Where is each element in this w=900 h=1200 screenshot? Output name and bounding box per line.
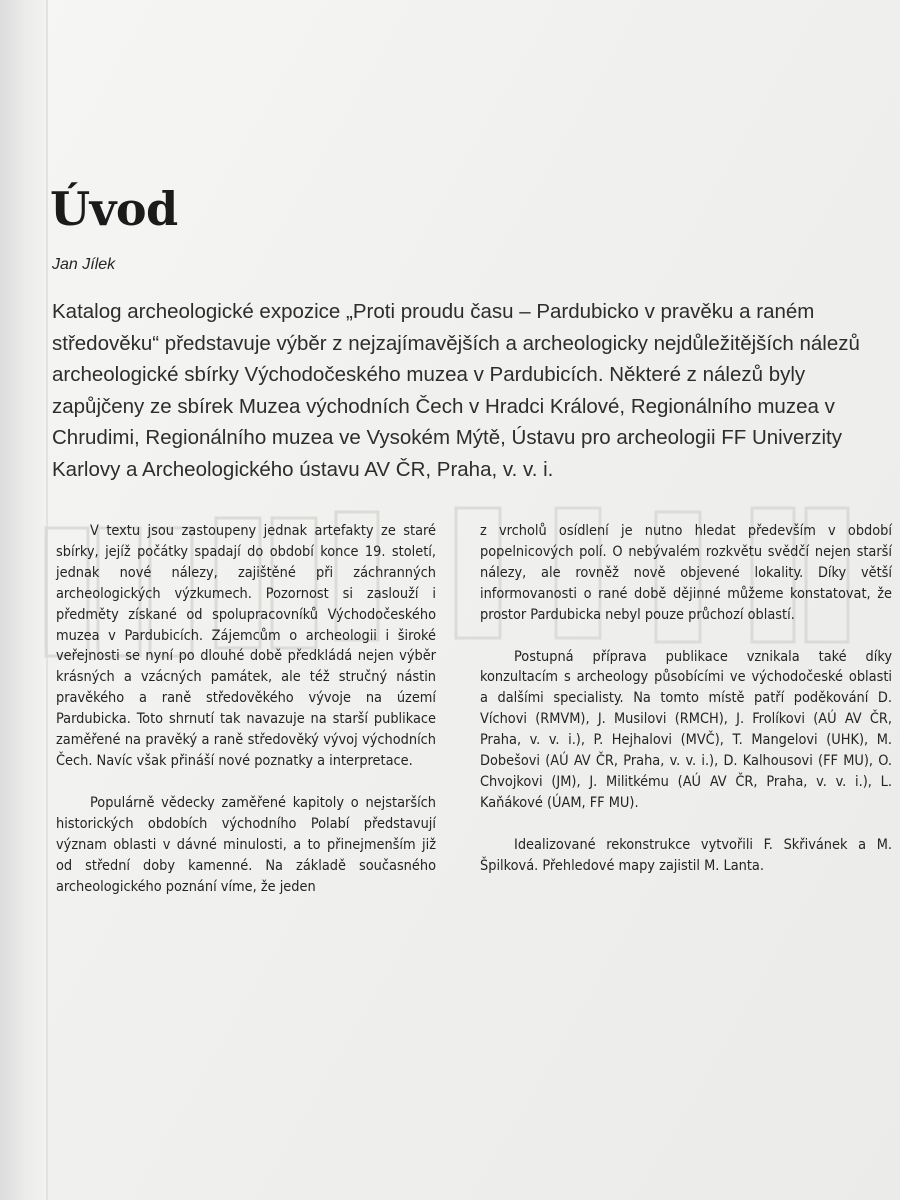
page-title: Úvod bbox=[50, 182, 178, 236]
author-name: Jan Jílek bbox=[52, 256, 116, 273]
left-paragraph-2: Populárně vědecky zaměřené kapitoly o nejstarších historických obdobích východního Polabí představují význam oblasti v dávné minulosti, a to přinejmenším již od střední doby kamenné. Na základě současného archeologického poznání víme, že jeden bbox=[56, 794, 436, 895]
right-paragraph-1: z vrcholů osídlení je nutno hledat především v období popelnicových polí. O nebývalém rozkvětu svědčí nejen starší nálezy, ale rovněž nově objevené lokality. Díky větší informovanosti o rané době dějinné můžeme konstatovat, že prostor Pardubicka nebyl pouze průchozí oblastí. bbox=[480, 523, 892, 623]
left-paragraph-1: V textu jsou zastoupeny jednak artefakty ze staré sbírky, jejíž počátky spadají do období konce 19. století, jednak nové nálezy, zajištěné při záchranných archeologických výzkumech. Pozornost si zaslouží i předměty získané od spolupracovníků Východočeského muzea v Pardubicích. Zájemcům o archeologii i široké veřejnosti se nyní po dlouhé době předkládá nejen výběr krásných a vzácných památek, ale též stručný nástin pravěkého a raně středověkého vývoje na území Pardubicka. Toto shrnutí tak navazuje na starší publikace zaměřené na pravěký a raně středověký vývoj východních Čech. Navíc však přináší nové poznatky a interpretace. bbox=[56, 523, 436, 769]
right-paragraph-3: Idealizované rekonstrukce vytvořili F. Skřivánek a M. Špilková. Přehledové mapy zajistil M. Lanta. bbox=[480, 836, 892, 874]
right-column bbox=[480, 521, 892, 898]
gutter-line bbox=[46, 0, 48, 1200]
right-paragraph-2: Postupná příprava publikace vznikala také díky konzultacím s archeology působícími ve východočeské oblasti a dalšími specialisty. Na tomto místě patří poděkování D. Víchovi (RMVM), J. Musilovi (RMCH), J. Frolíkovi (AÚ AV ČR, Praha, v. v. i.), P. Hejhalovi (MVČ), T. Mangelovi (UHK), M. Dobešovi (AÚ AV ČR, Praha, v. v. i.), D. Kalhousovi (FF MU), O. Chvojkovi (JM), J. Militkému (AÚ AV ČR, Praha, v. v. i.), L. Kaňákové (ÚAM, FF MU). bbox=[480, 648, 892, 811]
page-gutter bbox=[0, 0, 48, 1200]
intro-paragraph: Katalog archeologické expozice „Proti proudu času – Pardubicko v pravěku a raném středověku“ představuje výběr z nejzajímavějších a archeologicky nejdůležitějších nálezů archeologické sbírky Východočeského muzea v Pardubicích. Některé z nálezů byly zapůjčeny ze sbírek Muzea východních Čech v Hradci Králové, Regionálního muzea v Chrudimi, Regionálního muzea ve Vysokém Mýtě, Ústavu pro archeologii FF Univerzity Karlovy a Archeologického ústavu AV ČR, Praha, v. v. i. bbox=[52, 300, 860, 481]
left-column bbox=[56, 521, 436, 918]
